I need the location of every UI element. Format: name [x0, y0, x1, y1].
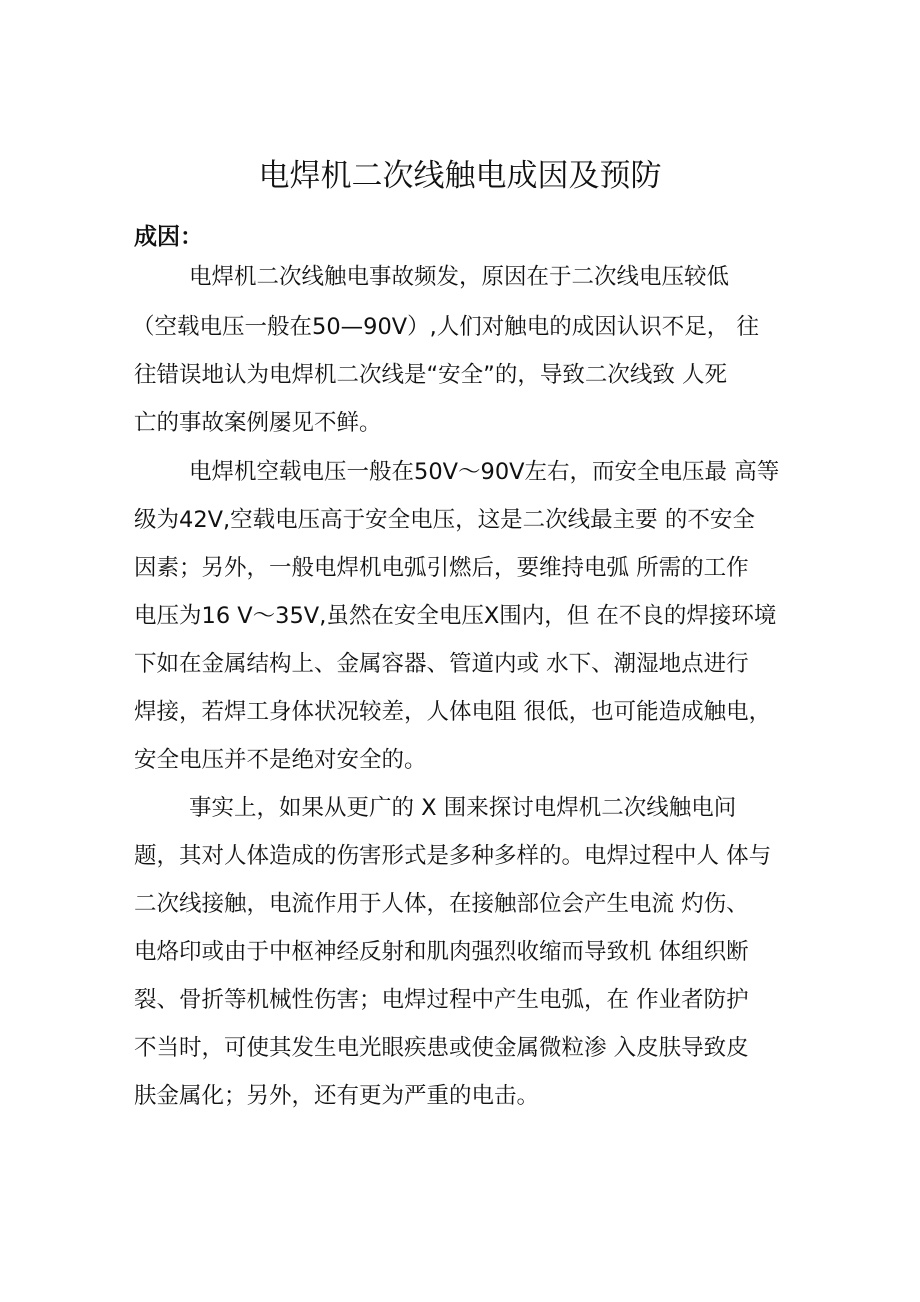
paragraph-2-line-5: 下如在金属结构上、金属容器、管道内或 水下、潮湿地点进行 [134, 651, 749, 677]
section-heading: 成因： [134, 224, 203, 250]
paragraph-2-line-3: 因素；另外，一般电焊机电弧引燃后，要维持电弧 所需的工作 [134, 555, 749, 581]
paragraph-3-line-7: 肤金属化；另外，还有更为严重的电击。 [134, 1083, 540, 1109]
paragraph-1-line-3: 往错误地认为电焊机二次线是“安全”的，导致二次线致 人死 [134, 362, 727, 388]
paragraph-1-line-2: （空载电压一般在50—90V）,人们对触电的成因认识不足， 往 [132, 314, 759, 340]
paragraph-2-line-2: 级为42V,空载电压高于安全电压，这是二次线最主要 的不安全 [134, 507, 755, 533]
paragraph-1-line-1: 电焊机二次线触电事故频发，原因在于二次线电压较低 [189, 264, 730, 290]
paragraph-3-line-2: 题，其对人体造成的伤害形式是多种多样的。电焊过程中人 体与 [134, 843, 772, 869]
paragraph-3-line-5: 裂、骨折等机械性伤害；电焊过程中产生电弧，在 作业者防护 [134, 987, 749, 1013]
paragraph-3-line-3: 二次线接触，电流作用于人体，在接触部位会产生电流 灼伤、 [134, 891, 749, 917]
document-title: 电焊机二次线触电成因及预防 [258, 158, 662, 194]
paragraph-3-line-1: 事实上，如果从更广的 X 围来探讨电焊机二次线触电问 [189, 795, 737, 821]
paragraph-3-line-4: 电烙印或由于中枢神经反射和肌肉强烈收缩而导致机 体组织断 [134, 939, 749, 965]
paragraph-1-line-4: 亡的事故案例屡见不鲜。 [134, 410, 382, 436]
paragraph-2-line-1: 电焊机空载电压一般在50V～90V左右，而安全电压最 高等 [189, 459, 780, 485]
paragraph-2-line-6: 焊接，若焊工身体状况较差，人体电阻 很低，也可能造成触电， [134, 699, 772, 725]
paragraph-2-line-7: 安全电压并不是绝对安全的。 [134, 747, 427, 773]
paragraph-3-line-6: 不当时，可使其发生电光眼疾患或使金属微粒渗 入皮肤导致皮 [134, 1035, 749, 1061]
paragraph-2-line-4: 电压为16 V～35V,虽然在安全电压X围内，但 在不良的焊接环境 [134, 603, 777, 629]
